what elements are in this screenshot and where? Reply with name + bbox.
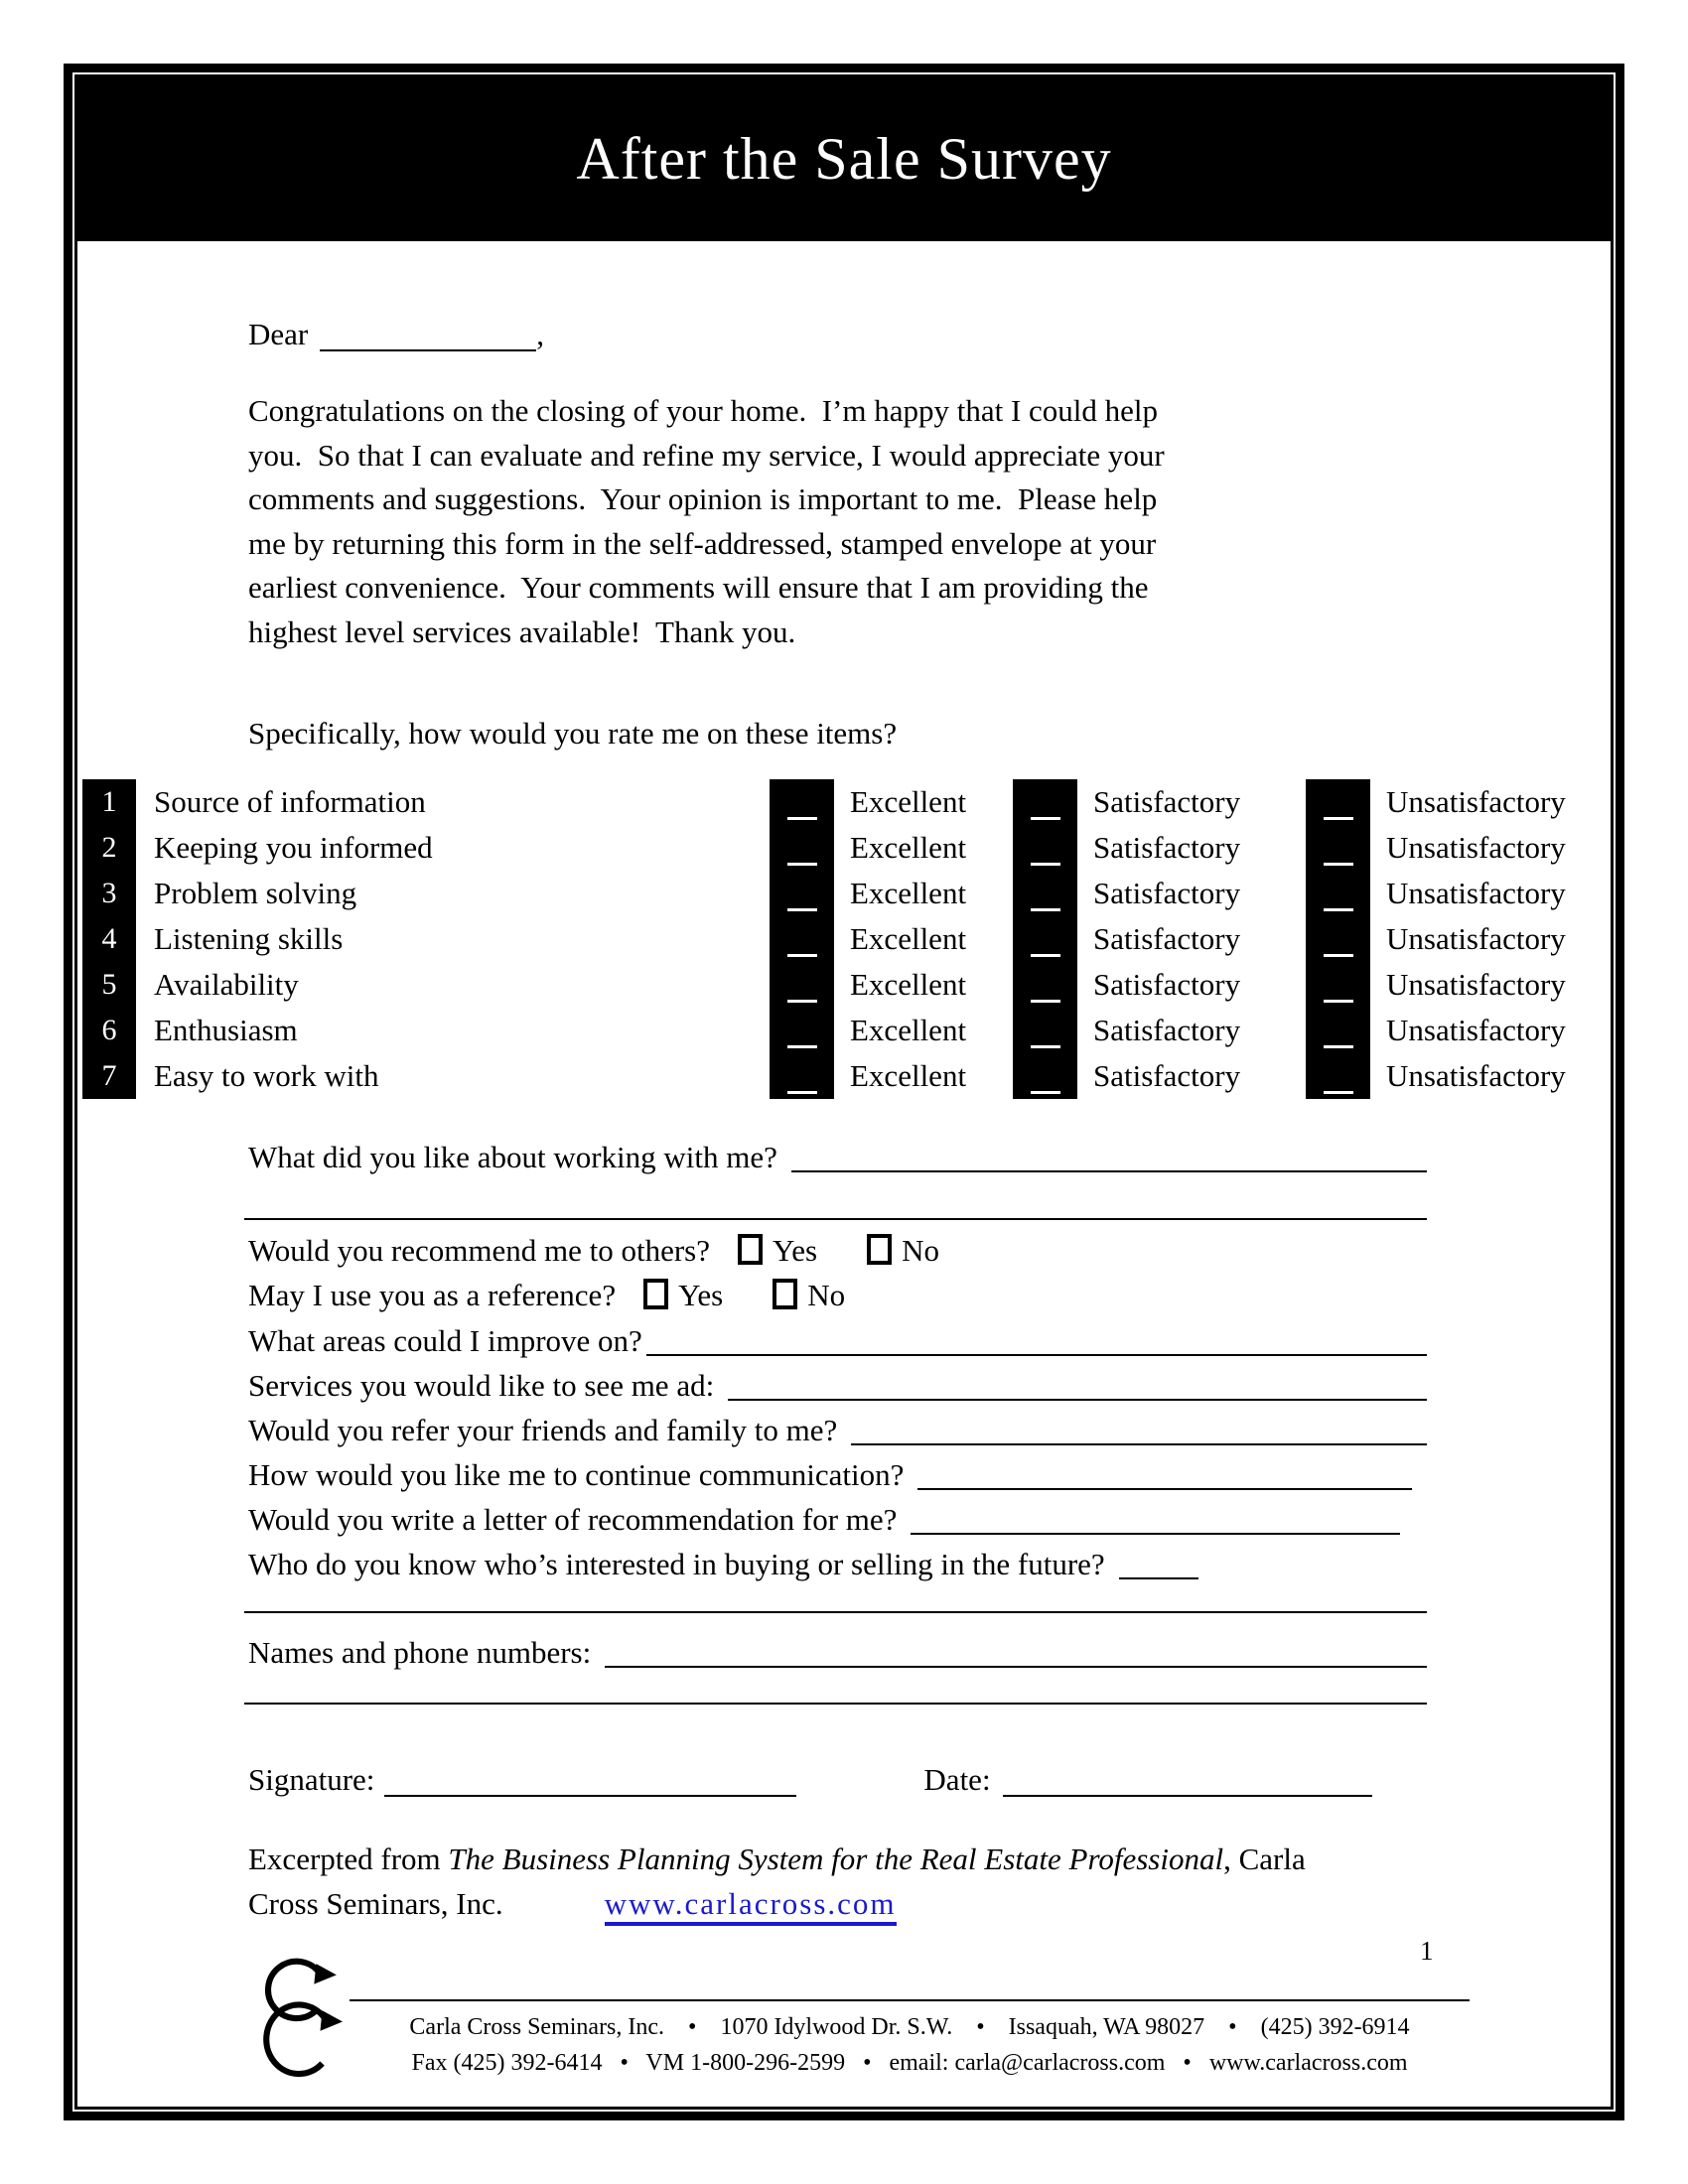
question-text: Would you write a letter of recommendation for me? — [248, 1502, 898, 1537]
yes-label: Yes — [772, 1233, 818, 1268]
blank-dash — [1031, 817, 1060, 820]
rating-number: 2 — [82, 825, 136, 871]
rating-blank-strip — [1013, 962, 1077, 1008]
rating-option-satisfactory: Satisfactory — [1093, 1058, 1241, 1093]
no-checkbox[interactable] — [773, 1279, 797, 1309]
question-improve — [248, 1318, 1427, 1363]
excerpt-credit — [248, 1837, 1420, 1926]
letter-line: you. So that I can evaluate and refine my service, I would appreciate your — [248, 437, 1165, 473]
rating-blank-strip — [1306, 1053, 1370, 1099]
no-label: No — [902, 1233, 939, 1268]
rating-option-satisfactory: Satisfactory — [1093, 921, 1241, 956]
answer-line — [1119, 1542, 1198, 1579]
blank-dash — [787, 863, 817, 866]
rating-blank-strip — [1306, 871, 1370, 916]
yes-checkbox[interactable] — [738, 1234, 763, 1265]
letter-line: earliest convenience. Your comments will ensure that I am providing the — [248, 570, 1149, 605]
question-text: Names and phone numbers: — [248, 1635, 592, 1670]
rating-item-label: Availability — [154, 967, 299, 1002]
blank-dash — [1031, 908, 1060, 911]
yes-label: Yes — [678, 1278, 724, 1312]
carla-cross-logo-icon — [248, 1958, 352, 2085]
question-text: Services you would like to see me ad: — [248, 1368, 715, 1403]
question-text: Would you recommend me to others? — [248, 1233, 710, 1268]
blank-dash — [1324, 1045, 1353, 1048]
letter-line: highest level services available! Thank you. — [248, 614, 796, 649]
rating-blank-strip — [770, 916, 834, 962]
question-communication — [248, 1452, 1412, 1497]
ratings-table — [82, 779, 1607, 1099]
rating-blank-strip — [1306, 916, 1370, 962]
divider-line — [244, 1218, 1427, 1220]
rating-blank-strip — [1306, 962, 1370, 1008]
rating-blank-strip — [770, 825, 834, 871]
signature-blank-line — [384, 1757, 796, 1797]
rating-blank-strip — [1013, 871, 1077, 916]
rating-number: 4 — [82, 916, 136, 962]
rating-item-label: Easy to work with — [154, 1058, 379, 1093]
answer-line — [791, 1135, 1427, 1172]
name-blank-line — [320, 312, 536, 351]
rating-number: 5 — [82, 962, 136, 1008]
rating-option-excellent: Excellent — [850, 921, 967, 956]
blank-dash — [787, 1000, 817, 1003]
rating-blank-strip — [1013, 916, 1077, 962]
date-label: Date: — [923, 1762, 991, 1797]
rating-blank-strip — [1013, 1008, 1077, 1053]
answer-line — [728, 1363, 1427, 1401]
blank-dash — [787, 908, 817, 911]
blank-dash — [1031, 1091, 1060, 1094]
letter-line: Congratulations on the closing of your home. I’m happy that I could help — [248, 393, 1159, 428]
names-and-phones-line — [248, 1630, 1427, 1675]
question-refer — [248, 1408, 1427, 1452]
letter-line: me by returning this form in the self-addressed, stamped envelope at your — [248, 525, 1157, 561]
website-link[interactable]: www.carlacross.com — [605, 1886, 897, 1926]
letter-line: comments and suggestions. Your opinion is important to me. Please help — [248, 481, 1158, 516]
rating-option-unsatisfactory: Unsatisfactory — [1386, 1013, 1566, 1047]
salutation-text: Dear — [248, 317, 309, 351]
page-number: 1 — [1420, 1936, 1434, 1966]
blank-dash — [787, 954, 817, 957]
rating-blank-strip — [1306, 1008, 1370, 1053]
ratings-intro: Specifically, how would you rate me on these items? — [248, 716, 898, 751]
answer-line — [646, 1318, 1427, 1356]
question-reference — [248, 1273, 845, 1317]
question-letter-rec — [248, 1497, 1400, 1542]
rating-option-unsatisfactory: Unsatisfactory — [1386, 967, 1566, 1002]
blank-dash — [1031, 1045, 1060, 1048]
rating-blank-strip — [770, 871, 834, 916]
rating-option-excellent: Excellent — [850, 876, 967, 910]
rating-option-unsatisfactory: Unsatisfactory — [1386, 784, 1566, 819]
rating-blank-strip — [1013, 779, 1077, 825]
rating-option-satisfactory: Satisfactory — [1093, 876, 1241, 910]
rating-option-unsatisfactory: Unsatisfactory — [1386, 830, 1566, 865]
question-future — [248, 1542, 1427, 1586]
rating-option-excellent: Excellent — [850, 830, 967, 865]
no-label: No — [807, 1278, 846, 1312]
rating-option-satisfactory: Satisfactory — [1093, 784, 1241, 819]
divider-line — [244, 1703, 1427, 1705]
answer-line — [911, 1497, 1400, 1535]
blank-dash — [787, 1045, 817, 1048]
rating-option-excellent: Excellent — [850, 784, 967, 819]
yes-checkbox[interactable] — [643, 1279, 668, 1309]
blank-dash — [1324, 908, 1353, 911]
rating-option-unsatisfactory: Unsatisfactory — [1386, 921, 1566, 956]
question-text: What areas could I improve on? — [248, 1323, 642, 1358]
salutation-comma: , — [536, 317, 544, 351]
rating-number: 1 — [82, 779, 136, 825]
rating-item-label: Listening skills — [154, 921, 344, 956]
excerpt-line — [248, 1837, 1420, 1881]
rating-option-excellent: Excellent — [850, 1058, 967, 1093]
rating-blank-strip — [1013, 825, 1077, 871]
footer-contact — [350, 1999, 1470, 2081]
excerpt-line — [248, 1881, 1420, 1926]
rating-blank-strip — [770, 779, 834, 825]
letter-body — [248, 389, 1420, 654]
rating-blank-strip — [1306, 779, 1370, 825]
rating-option-excellent: Excellent — [850, 967, 967, 1002]
rating-blank-strip — [1013, 1053, 1077, 1099]
divider-line — [244, 1611, 1427, 1613]
question-text: Would you refer your friends and family to me? — [248, 1413, 838, 1447]
footer-line-1: Carla Cross Seminars, Inc. • 1070 Idylwood Dr. S.W. • Issaquah, WA 98027 • (425) 392-6914 — [409, 2014, 1410, 2040]
question-services — [248, 1363, 1427, 1408]
rating-blank-strip — [770, 962, 834, 1008]
date-blank-line — [1003, 1757, 1372, 1797]
excerpt-prefix: Excerpted from — [248, 1842, 449, 1876]
answer-line — [605, 1630, 1427, 1668]
rating-blank-strip — [770, 1053, 834, 1099]
blank-dash — [1324, 817, 1353, 820]
signature-row — [248, 1757, 1372, 1802]
blank-dash — [1324, 1091, 1353, 1094]
blank-dash — [787, 817, 817, 820]
salutation-line — [248, 312, 544, 356]
rating-number: 6 — [82, 1008, 136, 1053]
rating-item-label: Enthusiasm — [154, 1013, 298, 1047]
answer-line — [917, 1452, 1412, 1490]
blank-dash — [1031, 1000, 1060, 1003]
question-text: How would you like me to continue communication? — [248, 1457, 905, 1492]
rating-number: 7 — [82, 1053, 136, 1099]
rating-blank-strip — [770, 1008, 834, 1053]
rating-option-unsatisfactory: Unsatisfactory — [1386, 1058, 1566, 1093]
rating-option-excellent: Excellent — [850, 1013, 967, 1047]
title-banner — [77, 77, 1611, 241]
blank-dash — [1031, 954, 1060, 957]
blank-dash — [1324, 1000, 1353, 1003]
rating-option-satisfactory: Satisfactory — [1093, 830, 1241, 865]
company-name: Cross Seminars, Inc. — [248, 1886, 503, 1921]
rating-item-label: Source of information — [154, 784, 426, 819]
book-title: The Business Planning System for the Real Estate Professional — [448, 1842, 1224, 1876]
blank-dash — [1324, 954, 1353, 957]
rating-option-satisfactory: Satisfactory — [1093, 967, 1241, 1002]
question-text: May I use you as a reference? — [248, 1278, 617, 1312]
rating-number: 3 — [82, 871, 136, 916]
rating-item-label: Problem solving — [154, 876, 357, 910]
blank-dash — [1031, 863, 1060, 866]
question-recommend — [248, 1228, 939, 1273]
rating-item-label: Keeping you informed — [154, 830, 433, 865]
no-checkbox[interactable] — [867, 1234, 892, 1265]
rating-option-unsatisfactory: Unsatisfactory — [1386, 876, 1566, 910]
rating-blank-strip — [1306, 825, 1370, 871]
blank-dash — [787, 1091, 817, 1094]
answer-line — [851, 1408, 1427, 1445]
blank-dash — [1324, 863, 1353, 866]
signature-label: Signature: — [248, 1762, 375, 1797]
question-text: Who do you know who’s interested in buying or selling in the future? — [248, 1547, 1105, 1581]
question-text: What did you like about working with me? — [248, 1140, 777, 1174]
page-title: After the Sale Survey — [576, 126, 1112, 192]
footer-line-2: Fax (425) 392-6414 • VM 1-800-296-2599 • email: carla@carlacross.com • www.carlacross.com — [411, 2050, 1408, 2076]
question-like-about — [248, 1135, 1427, 1179]
excerpt-suffix: , Carla — [1223, 1842, 1306, 1876]
rating-option-satisfactory: Satisfactory — [1093, 1013, 1241, 1047]
